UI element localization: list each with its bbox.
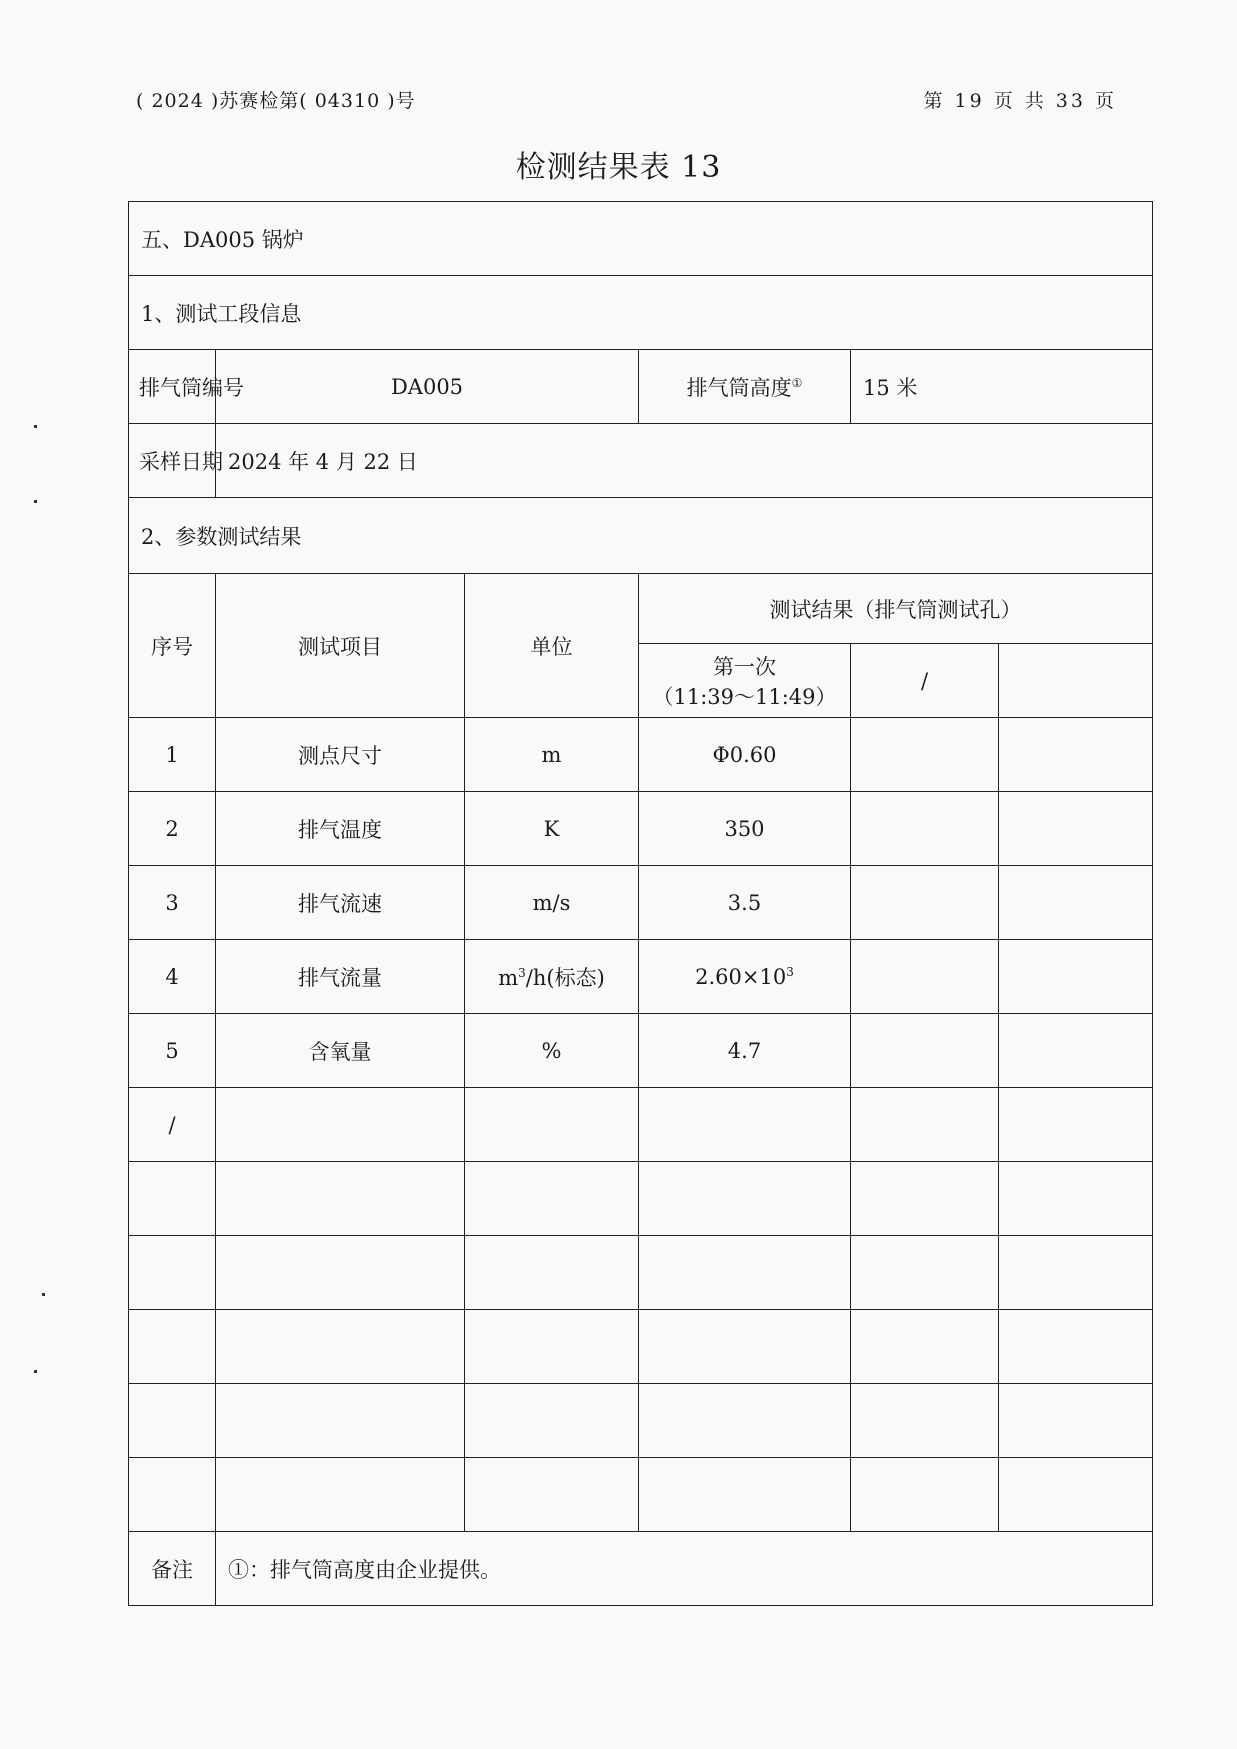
stack-number-label: 排气筒编号 <box>129 350 216 424</box>
col-header-result: 测试结果（排气筒测试孔） <box>639 574 1153 644</box>
sampling-date-label: 采样日期 <box>129 424 216 498</box>
col-header-item: 测试项目 <box>216 574 465 718</box>
table-row <box>129 1458 1153 1532</box>
footnote-mark: ① <box>791 375 803 390</box>
report-number: ( 2024 )苏赛检第( 04310 )号 <box>136 90 416 112</box>
sampling-date-value: 2024 年 4 月 22 日 <box>216 424 1153 498</box>
table-row <box>129 1162 1153 1236</box>
col-header-no: 序号 <box>129 574 216 718</box>
col-header-run2: / <box>851 644 999 718</box>
table-row <box>129 1310 1153 1384</box>
table-row: / <box>129 1088 1153 1162</box>
col-header-unit: 单位 <box>465 574 639 718</box>
section-title: 五、DA005 锅炉 <box>129 202 1153 276</box>
result-table <box>128 201 1153 1606</box>
stack-height-value: 15 米 <box>851 350 1153 424</box>
flow-unit: $m^3/h$(标态) <box>465 940 639 1014</box>
table-row: 5 含氧量 % 4.7 <box>129 1014 1153 1088</box>
table-row: 3 排气流速 m/s 3.5 <box>129 866 1153 940</box>
page-title: 检测结果表 13 <box>515 150 722 185</box>
table-row: 2 排气温度 K 350 <box>129 792 1153 866</box>
remark-label: 备注 <box>129 1532 216 1606</box>
table-row <box>129 1384 1153 1458</box>
stack-number-value: DA005 <box>216 350 639 424</box>
info-heading: 1、测试工段信息 <box>129 276 1153 350</box>
stack-height-label: 排气筒高度① <box>639 350 851 424</box>
table-row: 4 排气流量 $m^3/h$(标态) $2.60\times 10^3$ <box>129 940 1153 1014</box>
remark-text: ①：排气筒高度由企业提供。 <box>216 1532 1153 1606</box>
params-heading: 2、参数测试结果 <box>129 498 1153 574</box>
table-row <box>129 1236 1153 1310</box>
col-header-run1: 第一次 （11:39～11:49） <box>639 644 851 718</box>
page-number: 第 19 页 共 33 页 <box>923 90 1117 112</box>
flow-value: $2.60\times 10^3$ <box>639 940 851 1014</box>
table-row: 1 测点尺寸 m Φ0.60 <box>129 718 1153 792</box>
col-header-run3 <box>999 644 1153 718</box>
